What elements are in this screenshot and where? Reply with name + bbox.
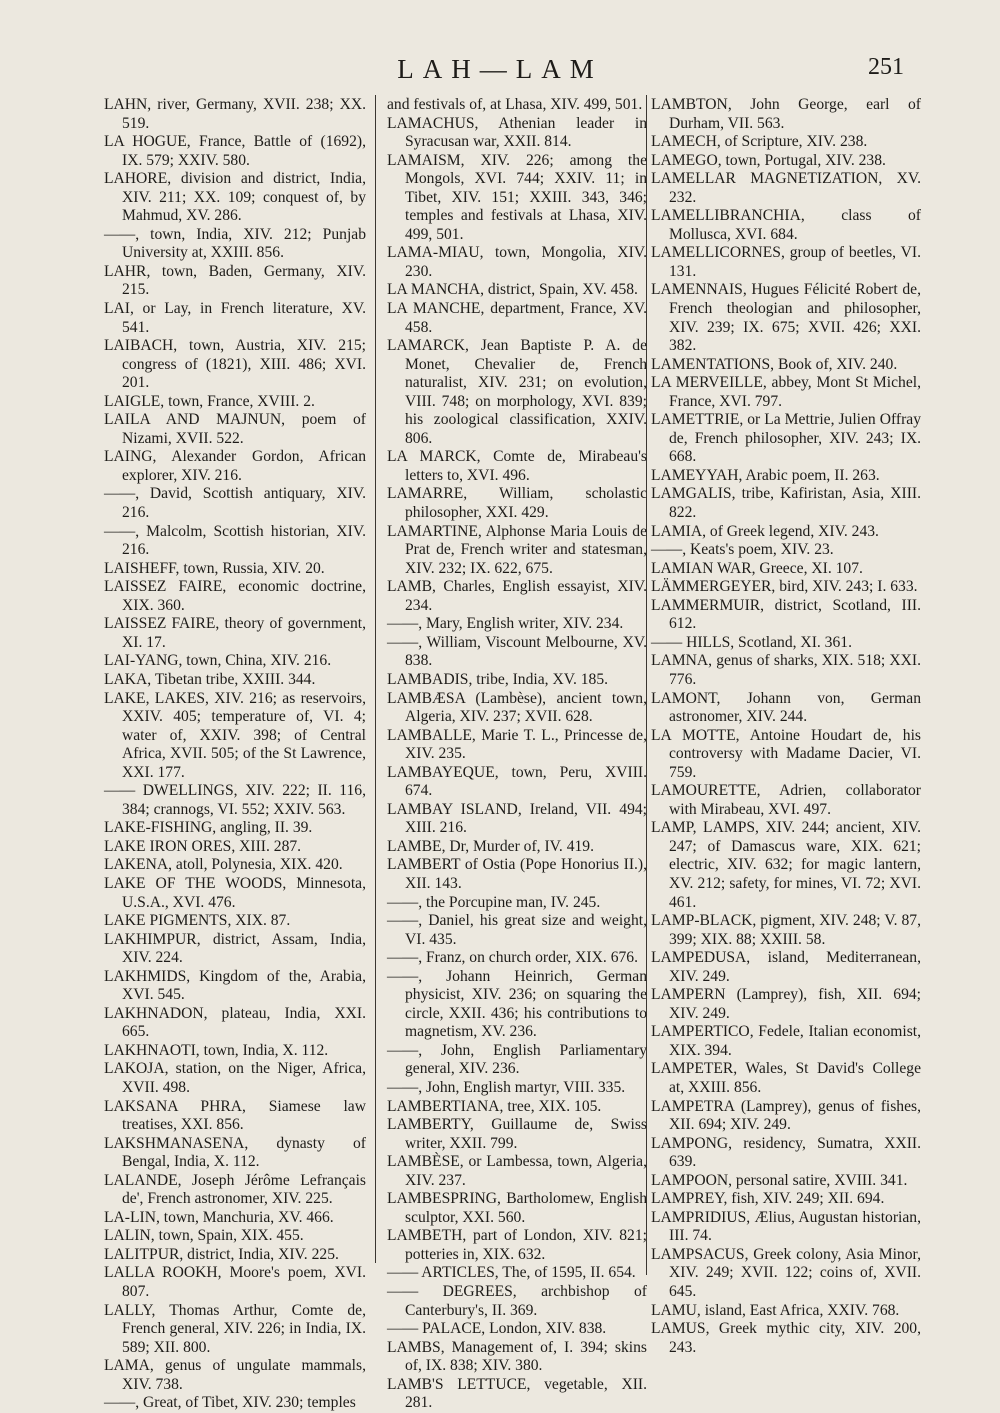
index-entry: LALITPUR, district, India, XIV. 225. xyxy=(104,1245,339,1263)
index-entry: LAKHNADON, plateau, India, XXI. 665. xyxy=(104,1004,366,1041)
page-number: 251 xyxy=(868,54,904,80)
index-entry: LAMPERN (Lamprey), fish, XII. 694; XIV. 249. xyxy=(651,986,921,1022)
index-entry: LALIN, town, Spain, XIX. 455. xyxy=(104,1227,304,1245)
index-entry: LAMBE, Dr, Murder of, IV. 419. xyxy=(387,837,594,855)
index-entry: LAMBERTIANA, tree, XIX. 105. xyxy=(387,1097,602,1115)
index-entry: LAISSEZ FAIRE, economic doctrine, XIX. 360. xyxy=(104,578,366,614)
index-entry: LAKA, Tibetan tribe, XXIII. 344. xyxy=(104,670,316,688)
index-entry: LAMARTINE, Alphonse Maria Louis de Prat de, French writer and statesman, XIV. 232; IX. 622, 675. xyxy=(387,522,647,577)
index-entry: LAMBETH, part of London, XIV. 821; potteries in, XIX. 632. xyxy=(387,1227,647,1263)
index-entry: LAMA-MIAU, town, Mongolia, XIV. 230. xyxy=(387,244,647,280)
index-entry: LAMONT, Johann von, German astronomer, XIV. 244. xyxy=(651,689,921,726)
index-entry: LAMBS, Management of, I. 394; skins of, IX. 838; XIV. 380. xyxy=(387,1338,647,1375)
index-entry: LAMBTON, John George, earl of Durham, VII. 563. xyxy=(651,96,921,132)
index-entry: LAMELLIBRANCHIA, class of Mollusca, XVI. 684. xyxy=(651,207,921,243)
index-entry: ——, William, Viscount Melbourne, XV. 838. xyxy=(387,633,647,670)
index-entry: LAMBERT of Ostia (Pope Honorius II.), XII. 143. xyxy=(387,856,647,892)
index-entry: LALLY, Thomas Arthur, Comte de, French general, XIV. 226; in India, IX. 589; XII. 800. xyxy=(104,1301,366,1356)
index-entry: LAMARRE, William, scholastic philosopher, XXI. 429. xyxy=(387,485,647,522)
index-entry: LAMELLAR MAGNETIZATION, XV. 232. xyxy=(651,170,921,206)
index-entry: LAMBÈSE, or Lambessa, town, Algeria, XIV. 237. xyxy=(387,1153,647,1189)
index-entry: LAKENA, atoll, Polynesia, XIX. 420. xyxy=(104,856,343,874)
index-entry: LAKE, LAKES, XIV. 216; as reservoirs, XXIV. 405; temperature of, VI. 4; water of, XXIV. 398; of Central Africa, XVII. 505; of the St Lawrence, XXI. 177. xyxy=(104,689,366,781)
index-column-2 xyxy=(387,96,647,1413)
index-entry: LAMPSACUS, Greek colony, Asia Minor, XIV. 249; XVII. 122; coins of, XVII. 645. xyxy=(651,1245,921,1300)
index-entry: LAMBERTY, Guillaume de, Swiss writer, XXII. 799. xyxy=(387,1116,647,1152)
index-entry: LALANDE, Joseph Jérôme Lefrançais de', French astronomer, XIV. 225. xyxy=(104,1171,366,1208)
index-entry: LAMELLICORNES, group of beetles, VI. 131. xyxy=(651,244,921,280)
index-column-1 xyxy=(104,96,366,1413)
index-entry: LAMBAY ISLAND, Ireland, VII. 494; XIII. 216. xyxy=(387,800,647,837)
index-entry: LAMBÆSA (Lambèse), ancient town, Algeria, XIV. 237; XVII. 628. xyxy=(387,689,647,726)
index-entry: LAKE-FISHING, angling, II. 39. xyxy=(104,819,313,837)
index-entry: ——, Keats's poem, XIV. 23. xyxy=(651,541,834,559)
index-entry: LAIBACH, town, Austria, XIV. 215; congress of (1821), XIII. 486; XVI. 201. xyxy=(104,337,366,392)
index-entry: LAMPETRA (Lamprey), genus of fishes, XII. 694; XIV. 249. xyxy=(651,1097,921,1134)
index-entry: LA HOGUE, France, Battle of (1692), IX. 579; XXIV. 580. xyxy=(104,133,366,169)
index-entry: LAMA, genus of ungulate mammals, XIV. 738. xyxy=(104,1357,366,1393)
index-entry: —— ARTICLES, The, of 1595, II. 654. xyxy=(387,1264,636,1282)
index-entry: LA MANCHE, department, France, XV. 458. xyxy=(387,300,647,336)
index-entry: LAI, or Lay, in French literature, XV. 541. xyxy=(104,300,366,336)
index-entry: ——, Daniel, his great size and weight, VI. 435. xyxy=(387,912,647,948)
index-entry: LAHORE, division and district, India, XIV. 211; XX. 109; conquest of, by Mahmud, XV. 286. xyxy=(104,170,366,225)
index-entry: LAMBESPRING, Bartholomew, English sculptor, XXI. 560. xyxy=(387,1190,647,1226)
index-entry: LAISSEZ FAIRE, theory of government, XI. 17. xyxy=(104,615,366,651)
index-entry: LALLA ROOKH, Moore's poem, XVI. 807. xyxy=(104,1264,366,1300)
index-entry: LAI-YANG, town, China, XIV. 216. xyxy=(104,652,332,670)
index-entry: LAKE IRON ORES, XIII. 287. xyxy=(104,837,302,855)
index-entry: LAMPREY, fish, XIV. 249; XII. 694. xyxy=(651,1190,885,1208)
index-entry: ——, David, Scottish antiquary, XIV. 216. xyxy=(104,485,366,522)
index-entry: LAMPERTICO, Fedele, Italian economist, XIX. 394. xyxy=(651,1023,921,1059)
index-entry: LAKSHMANASENA, dynasty of Bengal, India, X. 112. xyxy=(104,1134,366,1171)
index-entry: LAMPEDUSA, island, Mediterranean, XIV. 249. xyxy=(651,949,921,985)
index-entry: LAMARCK, Jean Baptiste P. A. de Monet, Chevalier de, French naturalist, XIV. 231; on evolution, VIII. 748; on morphology, XVI. 839; his zoological classification, XXIV. 806. xyxy=(387,337,647,447)
index-entry: ——, Johann Heinrich, German physicist, XIV. 236; on squaring the circle, XXII. 436; his contributions to magnetism, XV. 236. xyxy=(387,967,647,1041)
index-entry: LAMP, LAMPS, XIV. 244; ancient, XIV. 247; of Damascus ware, XIX. 621; electric, XIV. 632; for magic lantern, XV. 212; safety, for mines, VI. 72; XVI. 461. xyxy=(651,819,921,911)
index-entry: —— DEGREES, archbishop of Canterbury's, II. 369. xyxy=(387,1283,647,1319)
index-entry: LAKHIMPUR, district, Assam, India, XIV. 224. xyxy=(104,930,366,967)
index-entry: LAMECH, of Scripture, XIV. 238. xyxy=(651,133,868,151)
index-entry: ——, Mary, English writer, XIV. 234. xyxy=(387,615,624,633)
index-entry: LAMPOON, personal satire, XVIII. 341. xyxy=(651,1171,908,1189)
index-entry: LAKE PIGMENTS, XIX. 87. xyxy=(104,912,291,930)
index-entry: ——, the Porcupine man, IV. 245. xyxy=(387,893,601,911)
index-entry: LAMETTRIE, or La Mettrie, Julien Offray de, French philosopher, XIV. 243; IX. 668. xyxy=(651,411,921,466)
index-entry: LAMAISM, XIV. 226; among the Mongols, XVI. 744; XXIV. 11; in Tibet, XIV. 151; XXIII. 343, 346; temples and festivals at Lhasa, XIV. 499, 501. xyxy=(387,151,647,243)
index-entry: LAMP-BLACK, pigment, XIV. 248; V. 87, 399; XIX. 88; XXIII. 58. xyxy=(651,912,921,948)
index-entry: LAMBALLE, Marie T. L., Princesse de, XIV. 235. xyxy=(387,726,647,763)
index-entry: ——, town, India, XIV. 212; Punjab University at, XXIII. 856. xyxy=(104,225,366,262)
index-entry: LAMEYYAH, Arabic poem, II. 263. xyxy=(651,466,880,484)
index-entry: LAMPRIDIUS, Ælius, Augustan historian, III. 74. xyxy=(651,1208,921,1245)
index-entry: LAHN, river, Germany, XVII. 238; XX. 519. xyxy=(104,96,366,132)
index-entry: LA MANCHA, district, Spain, XV. 458. xyxy=(387,281,638,299)
index-entry: LA-LIN, town, Manchuria, XV. 466. xyxy=(104,1208,334,1226)
index-entry: LAMB, Charles, English essayist, XIV. 234. xyxy=(387,578,647,614)
index-entry: LAMIA, of Greek legend, XIV. 243. xyxy=(651,522,879,540)
index-entry: ——, John, English Parliamentary general, XIV. 236. xyxy=(387,1041,647,1078)
index-entry: LAKHNAOTI, town, India, X. 112. xyxy=(104,1041,329,1059)
column-divider xyxy=(375,95,376,1263)
index-entry: LAMENNAIS, Hugues Félicité Robert de, French theologian and philosopher, XIV. 239; IX. 675; XVII. 426; XXI. 382. xyxy=(651,281,921,355)
index-entry: LÄMMERGEYER, bird, XIV. 243; I. 633. xyxy=(651,578,918,596)
index-entry: LAING, Alexander Gordon, African explorer, XIV. 216. xyxy=(104,448,366,484)
index-entry: LAMENTATIONS, Book of, XIV. 240. xyxy=(651,355,898,373)
index-entry: LAHR, town, Baden, Germany, XIV. 215. xyxy=(104,262,366,299)
index-entry: LAILA AND MAJNUN, poem of Nizami, XVII. 522. xyxy=(104,411,366,447)
index-entry: ——, Great, of Tibet, XIV. 230; temples xyxy=(104,1394,356,1412)
index-entry: LAKSANA PHRA, Siamese law treatises, XXI. 856. xyxy=(104,1097,366,1134)
index-entry: LAMB'S LETTUCE, vegetable, XII. 281. xyxy=(387,1375,647,1412)
index-entry: LAMMERMUIR, district, Scotland, III. 612. xyxy=(651,596,921,633)
index-entry: ——, Franz, on church order, XIX. 676. xyxy=(387,949,638,967)
index-entry: LA MERVEILLE, abbey, Mont St Michel, France, XVI. 797. xyxy=(651,374,921,410)
index-entry: LAMEGO, town, Portugal, XIV. 238. xyxy=(651,151,886,169)
index-entry: —— PALACE, London, XIV. 838. xyxy=(387,1320,607,1338)
index-entry: LAMPETER, Wales, St David's College at, XXIII. 856. xyxy=(651,1060,921,1096)
index-entry: LAKOJA, station, on the Niger, Africa, XVII. 498. xyxy=(104,1060,366,1096)
index-entry: LA MARCK, Comte de, Mirabeau's letters to, XVI. 496. xyxy=(387,448,647,484)
index-entry: LAMGALIS, tribe, Kafiristan, Asia, XIII. 822. xyxy=(651,485,921,522)
index-entry: —— HILLS, Scotland, XI. 361. xyxy=(651,633,852,651)
index-entry: ——, John, English martyr, VIII. 335. xyxy=(387,1078,626,1096)
index-entry: LAMNA, genus of sharks, XIX. 518; XXI. 776. xyxy=(651,652,921,688)
index-entry: LA MOTTE, Antoine Houdart de, his controversy with Madame Dacier, VI. 759. xyxy=(651,726,921,781)
index-entry: LAMPONG, residency, Sumatra, XXII. 639. xyxy=(651,1134,921,1171)
index-entry: LAMIAN WAR, Greece, XI. 107. xyxy=(651,559,863,577)
index-entry: LAKE OF THE WOODS, Minnesota, U.S.A., XVI. 476. xyxy=(104,874,366,911)
page-header-title: LAH—LAM xyxy=(397,54,603,84)
index-entry: —— DWELLINGS, XIV. 222; II. 116, 384; crannogs, VI. 552; XXIV. 563. xyxy=(104,782,366,818)
index-entry: LAIGLE, town, France, XVIII. 2. xyxy=(104,392,315,410)
index-entry: and festivals of, at Lhasa, XIV. 499, 501. xyxy=(387,96,643,113)
index-entry: LAISHEFF, town, Russia, XIV. 20. xyxy=(104,559,325,577)
index-entry: LAMBAYEQUE, town, Peru, XVIII. 674. xyxy=(387,763,647,800)
index-entry: LAMUS, Greek mythic city, XIV. 200, 243. xyxy=(651,1320,921,1356)
index-entry: LAMACHUS, Athenian leader in Syracusan war, XXII. 814. xyxy=(387,114,647,151)
index-entry: ——, Malcolm, Scottish historian, XIV. 216. xyxy=(104,522,366,559)
index-entry: LAKHMIDS, Kingdom of the, Arabia, XVI. 545. xyxy=(104,967,366,1004)
index-column-3 xyxy=(651,96,921,1357)
index-entry: LAMU, island, East Africa, XXIV. 768. xyxy=(651,1301,900,1319)
index-entry: LAMOURETTE, Adrien, collaborator with Mirabeau, XVI. 497. xyxy=(651,782,921,818)
index-entry: LAMBADIS, tribe, India, XV. 185. xyxy=(387,670,609,688)
